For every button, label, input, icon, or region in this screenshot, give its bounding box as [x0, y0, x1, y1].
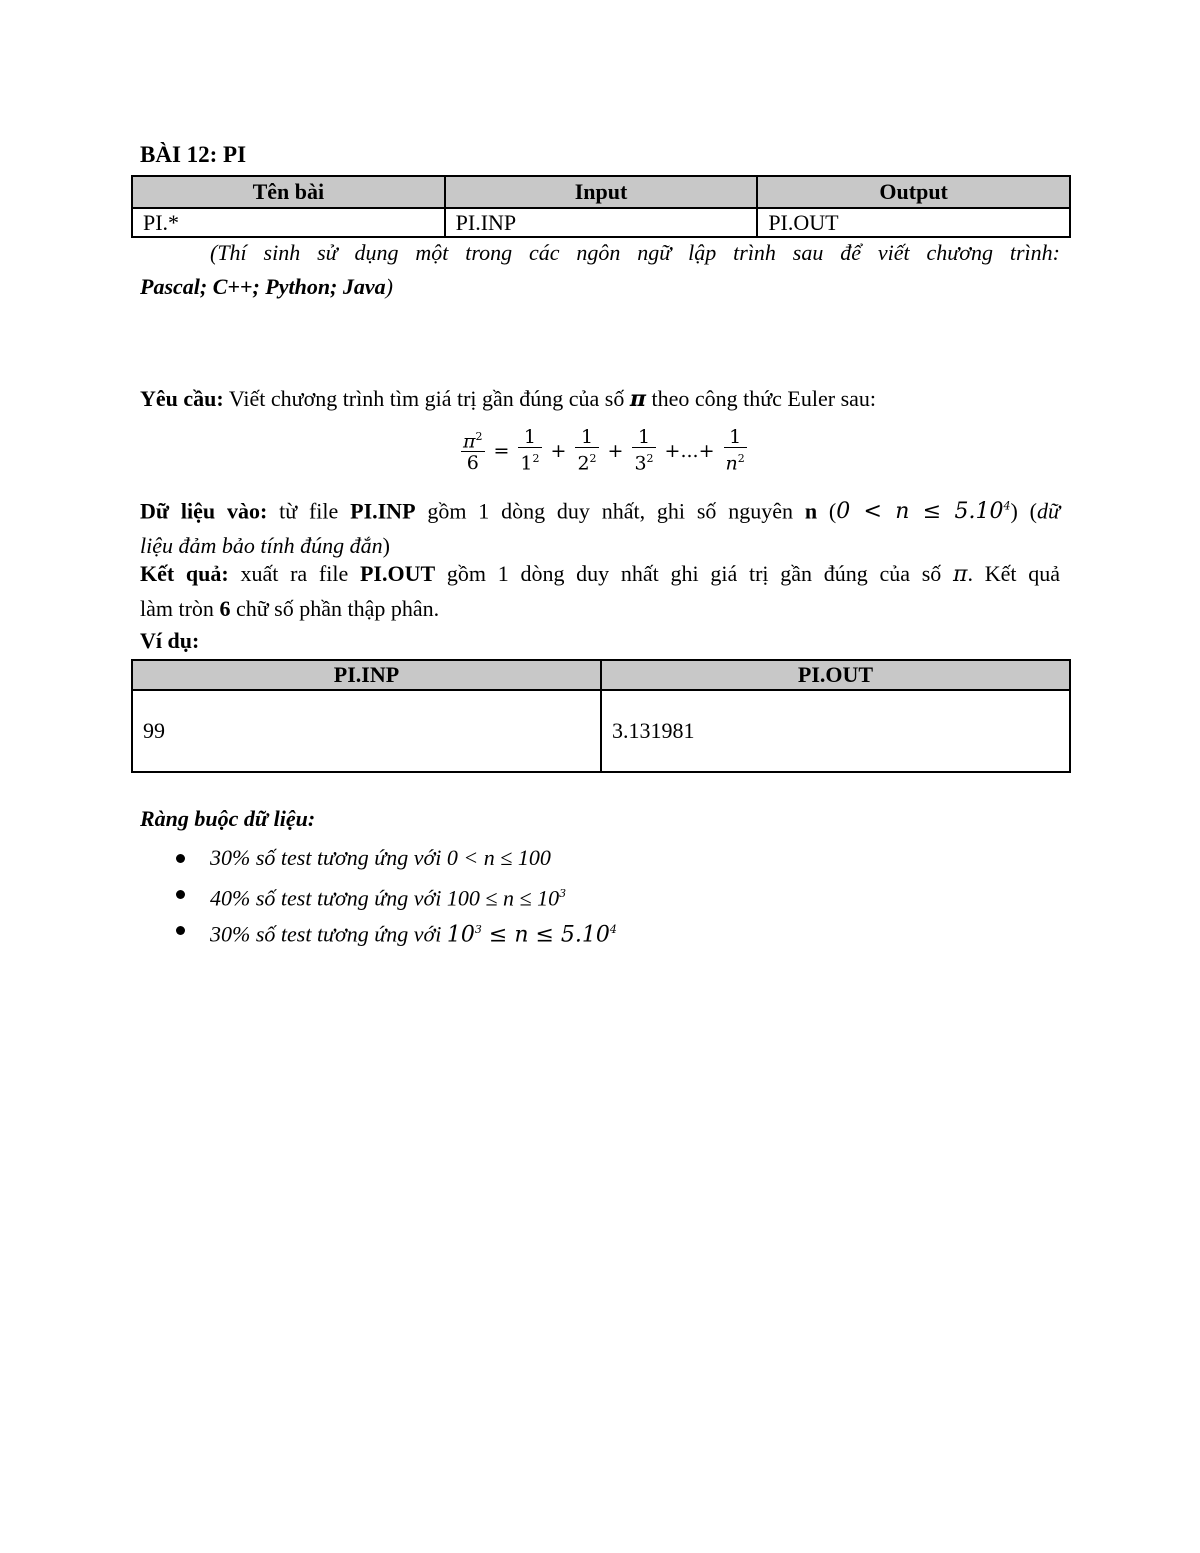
header-input: Input	[445, 176, 758, 208]
bullet-icon	[176, 854, 185, 863]
language-list: Pascal; C++; Python; Java	[140, 274, 386, 299]
output-label: Kết quả:	[140, 561, 229, 586]
language-note	[140, 236, 1060, 304]
input-range: $0 < n \le 5.10^4$	[836, 499, 1011, 525]
output-file-name: PI.OUT	[359, 561, 436, 586]
example-table	[131, 659, 1071, 773]
plus-sign: +	[550, 439, 567, 462]
pi-symbol: π	[629, 386, 646, 412]
input-description: Dữ liệu vào: từ file PI.INP gồm 1 dòng duy nhất, ghi số nguyên n $(0 < n \le 5.10^4)$ (dữ liệu đảm bảo tính đúng đắn)	[140, 498, 1061, 559]
requirement	[140, 382, 1060, 416]
requirement-label: Yêu cầu:	[140, 386, 224, 411]
output-description: Kết quả: xuất ra file PI.OUT gồm 1 dòng duy nhất ghi giá trị gần đúng của số π. Kết quả làm tròn 6 chữ số phần thập phân.	[140, 561, 1061, 621]
equals-sign: =	[493, 439, 510, 462]
example-input: 99	[132, 690, 601, 772]
input-label: Dữ liệu vào:	[140, 498, 268, 524]
list-item: 30% số test tương ứng với $10^3 \le n \le 5.10^4$	[172, 912, 617, 948]
example-output: 3.131981	[601, 690, 1070, 772]
example-label: Ví dụ:	[140, 628, 200, 653]
language-note-line: (Thí sinh sử dụng một trong các ngôn ngữ lập trình sau để viết chương trình:	[210, 240, 1060, 265]
euler-formula	[460, 427, 748, 487]
constraints-list	[172, 840, 617, 948]
pi-symbol: π	[953, 562, 968, 587]
table-header-row	[132, 660, 1070, 690]
ellipsis-sign: +...+	[664, 439, 715, 462]
list-item: 30% số test tương ứng với 0 < n ≤ 100	[172, 840, 617, 876]
table-header-row	[132, 176, 1070, 208]
cell-input-file: PI.INP	[445, 208, 758, 237]
problem-title: BÀI 12: PI	[140, 142, 247, 167]
term-2: $\frac{1}{2^2}$	[577, 426, 597, 475]
requirement-text: Viết chương trình tìm giá trị gần đúng của số	[223, 386, 630, 411]
requirement-text-2: theo công thức Euler sau:	[645, 386, 877, 411]
header-input-file: PI.INP	[132, 660, 601, 690]
term-3: $\frac{1}{3^2}$	[634, 426, 654, 475]
term-1: $\frac{1}{1^2}$	[520, 426, 540, 475]
input-file-name: PI.INP	[350, 498, 416, 524]
bullet-icon	[176, 890, 185, 899]
header-output-file: PI.OUT	[601, 660, 1070, 690]
term-n: $\frac{1}{n^2}$	[725, 426, 745, 475]
lhs-fraction: $\frac{\pi^2}{6}$	[461, 427, 485, 474]
header-problem-name: Tên bài	[132, 176, 445, 208]
variable-n: n	[804, 498, 818, 524]
cell-problem-name: PI.*	[132, 208, 445, 237]
table-row	[132, 208, 1070, 237]
plus-sign: +	[607, 439, 624, 462]
constraints-title: Ràng buộc dữ liệu:	[140, 806, 316, 831]
cell-output-file: PI.OUT	[757, 208, 1070, 237]
note-close: )	[385, 274, 393, 299]
table-row	[132, 690, 1070, 772]
list-item: 40% số test tương ứng với $100 \le n \le 10^3$	[172, 876, 617, 912]
file-info-table	[131, 175, 1071, 238]
header-output: Output	[757, 176, 1070, 208]
bullet-icon	[176, 926, 185, 935]
